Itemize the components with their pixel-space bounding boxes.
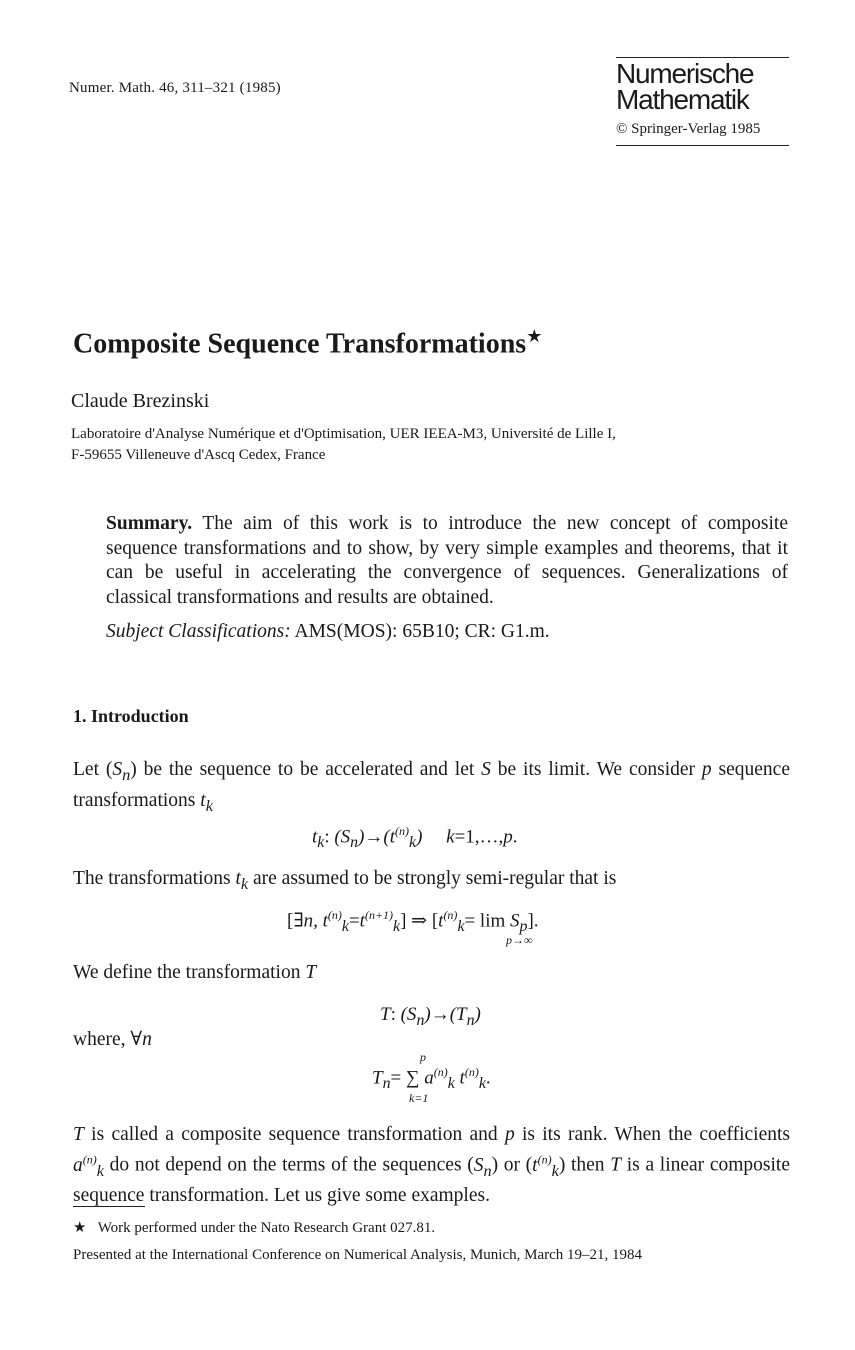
- footnote-2: Presented at the International Conference on Numerical Analysis, Munich, March 19–21, 1984: [73, 1247, 643, 1263]
- header-rule-bottom: [616, 145, 789, 146]
- subject-classifications: [106, 621, 550, 643]
- section-heading: 1. Introduction: [73, 706, 189, 726]
- paper-title-text: Composite Sequence Transformations: [73, 328, 527, 360]
- intro-paragraph-3: We define the transformation T: [73, 962, 317, 983]
- equation-tk-definition: $t_k$: $(S_n)\to(t^{(n)}_k)$ k=1,…,p.: [312, 824, 518, 852]
- footnote-rule: [73, 1206, 145, 1207]
- subject-text: AMS(MOS): 65B10; CR: G1.m.: [294, 621, 550, 642]
- affiliation-line1: Laboratoire d'Analyse Numérique et d'Optimisation, UER IEEA-M3, Université de Lille I,: [71, 426, 616, 442]
- equation-T-definition: T: $(S_n)\to(T_n)$: [380, 1004, 481, 1029]
- intro-paragraph-2: The transformations $t_k$ are assumed to be strongly semi-regular that is: [73, 868, 617, 893]
- equation-semi-regular: [∃n, $t^{(n)}_k=t^{(n+1)}_k$] ⇒ $[t^{(n)}_k= \lim S_p]$.: [287, 908, 539, 936]
- sum-lower-limit: k=1: [409, 1091, 429, 1105]
- journal-name-line1: Numerische: [616, 58, 754, 89]
- intro-paragraph-1: Let $(S_n)$ be the sequence to be accelerated and let S be its limit. We consider p sequence transformations $t_k$: [73, 759, 790, 815]
- subject-label: Subject Classifications:: [106, 621, 291, 642]
- title-footnote-mark: ★: [526, 326, 543, 346]
- journal-name-line2: Mathematik: [616, 84, 749, 115]
- intro-paragraph-where: where, ∀n: [73, 1029, 152, 1050]
- summary-text: The aim of this work is to introduce the new concept of composite sequence transformations and to show, by very simple examples and theorems, that it can be useful in accelerating the convergence of sequences. Generalizations of classical transformations and results are obtained.: [106, 513, 788, 608]
- affiliation: [71, 424, 791, 466]
- equation-Tn-sum: $T_n=$ ∑ $a^{(n)}_k$ $t^{(n)}_k$.: [372, 1065, 491, 1093]
- sum-upper-limit: p: [420, 1050, 426, 1064]
- journal-name: [616, 58, 754, 115]
- summary-label: Summary.: [106, 513, 193, 534]
- summary: [106, 512, 788, 610]
- intro-paragraph-4: T is called a composite sequence transformation and p is its rank. When the coefficients $a^{(n)}_k$ do not depend on the terms of the sequences $(S_n)$ or $(t^{(n)}_k)$ then T is a linear composite sequence transformation. Let us give some examples.: [73, 1124, 790, 1207]
- footnote-1-text: Work performed under the Nato Research Grant 027.81.: [97, 1220, 436, 1236]
- affiliation-line2: F-59655 Villeneuve d'Ascq Cedex, France: [71, 447, 326, 463]
- equation-limit-subscript: p→∞: [506, 933, 533, 947]
- publisher-copyright: © Springer-Verlag 1985: [616, 121, 761, 137]
- journal-reference: Numer. Math. 46, 311–321 (1985): [69, 80, 281, 96]
- footnote-star: ★: [73, 1220, 87, 1236]
- paper-title: [73, 326, 542, 360]
- footnote-1: [73, 1218, 435, 1237]
- author-name: Claude Brezinski: [71, 390, 210, 412]
